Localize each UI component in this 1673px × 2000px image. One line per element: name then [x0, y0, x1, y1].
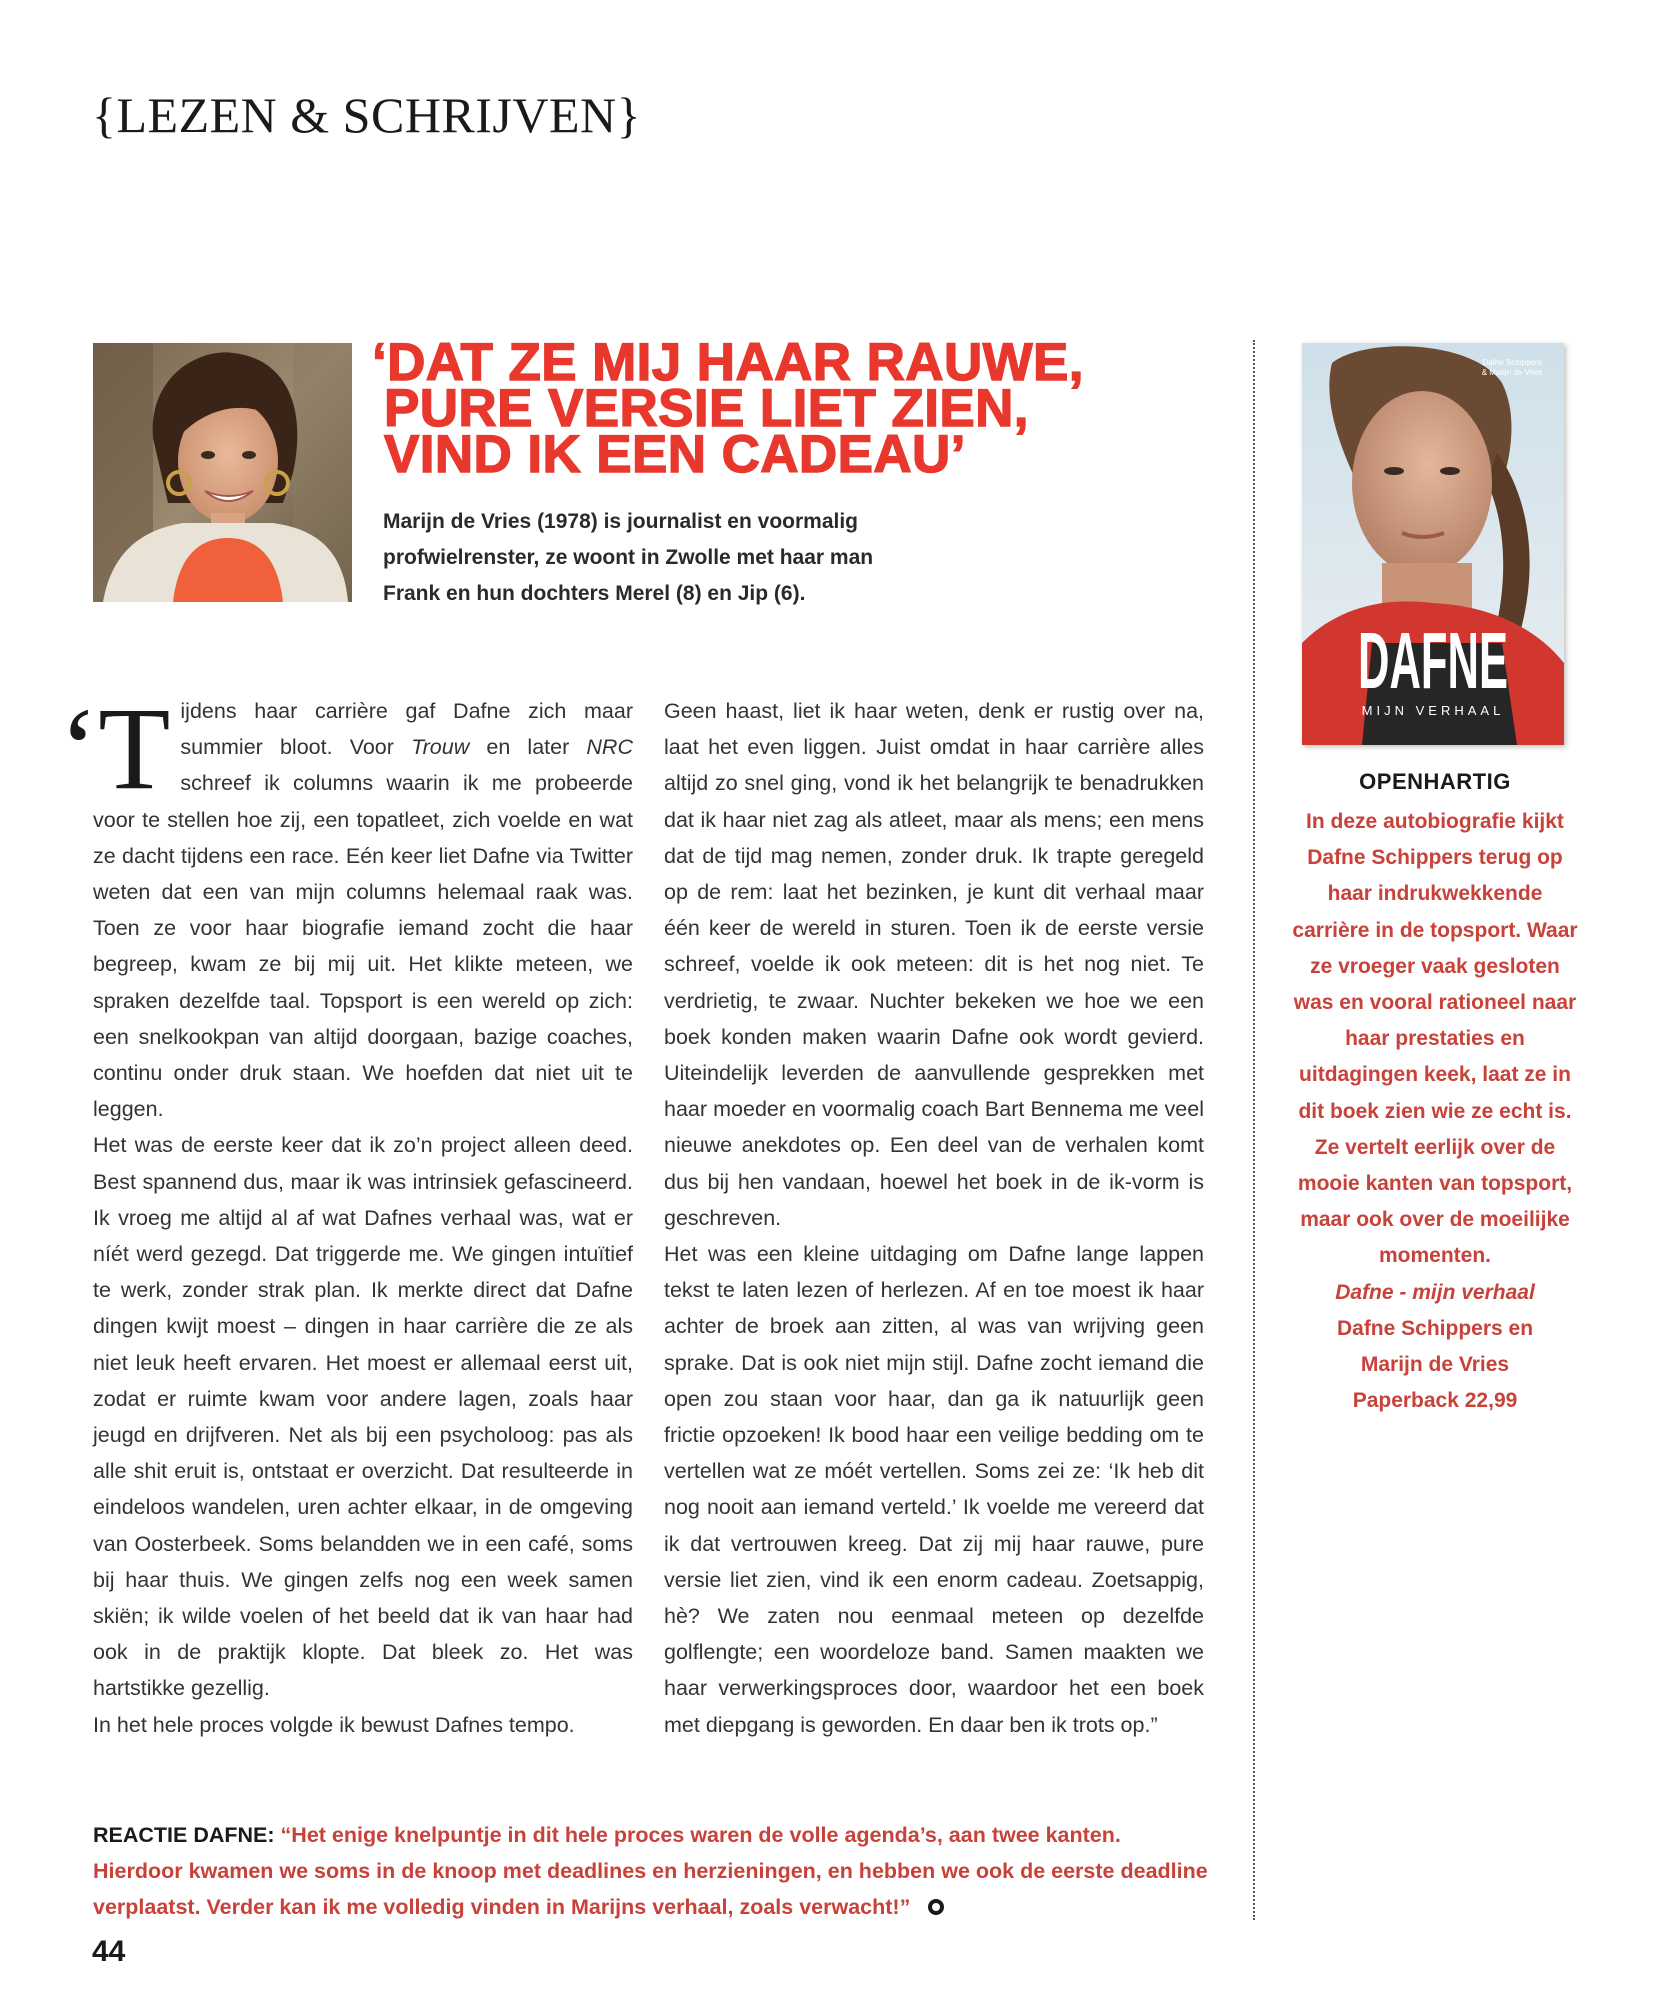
paragraph-1	[59, 683, 633, 1127]
cover-authors-line-1: Dafne Schippers	[1482, 358, 1542, 367]
sidebar-text: In deze autobiografie kijkt Dafne Schippers terug op haar indrukwekkende carrière in de topsport. Waar ze vroeger vaak gesloten was en vooral rationeel naar haar prestaties en uitdagingen keek, laat ze in dit boek zien wie ze echt is. Ze vertelt eerlijk over de mooie kanten van topsport, maar ook over de moeilijke momenten.	[1292, 810, 1578, 1268]
paragraph-2: Het was de eerste keer dat ik zo’n project alleen deed. Best spannend dus, maar ik was intrinsiek gefascineerd. Ik vroeg me altijd al af wat Dafnes verhaal was, wat er níét werd gezegd. Dat triggerde me. We gingen intuïtief te werk, zonder strak plan. Ik merkte direct dat Dafne dingen kwijt moest – dingen in haar carrière die ze als niet leuk heeft ervaren. Het moest er allemaal eerst uit, zodat er ruimte kwam voor andere lagen, zoals haar jeugd en drijfveren. Net als bij een psycholoog: pas als alle shit eruit is, ontstaat er overzicht. Dat resulteerde in eindeloos wandelen, uren achter elkaar, in de omgeving van Oosterbeek. Soms belandden we in een café, soms bij haar thuis. We gingen zelfs nog een week samen skiën; ik wilde voelen of het beeld dat ik van haar had ook in de praktijk klopte. Dat bleek zo. Het was hartstikke gezellig.	[93, 1133, 633, 1701]
end-mark-icon	[928, 1899, 944, 1915]
paragraph-4: Geen haast, liet ik haar weten, denk er rustig over na, laat het even liggen. Juist omdat in haar carrière alles altijd zo snel ging, vond ik het belangrijk te benadrukken dat ik haar niet zag als atleet, maar als mens; een mens dat de tijd mag nemen, zonder druk. Ik trapte geregeld op de rem: laat het bezinken, je kunt dit verhaal maar één keer de wereld in sturen. Toen ik de eerste versie schreef, voelde ik ook meteen: dit is het nog niet. Te verdrietig, te zwaar. Nuchter bekeken we hoe we een boek konden maken waarin Dafne ook wordt gevierd. Uiteindelijk leverden de aanvullende gesprekken met haar moeder en voormalig coach Bart Bennema me veel nieuwe anekdotes op. Een deel van de verhalen komt dus bij hen vandaan, hoewel het boek in de ik-vorm is geschreven.	[664, 699, 1204, 1230]
column-divider	[1253, 340, 1255, 1920]
sidebar-book-authors-2: Marijn de Vries	[1360, 1353, 1510, 1377]
dropcap	[59, 683, 171, 814]
opening-quote-mark: ‘	[59, 683, 99, 814]
headline-line-2: PURE VERSIE LIET ZIEN,	[384, 379, 1029, 438]
sidebar-book-authors-1: Dafne Schippers en	[1336, 1316, 1534, 1340]
publication-nrc: NRC	[586, 735, 633, 760]
author-bio: Marijn de Vries (1978) is journalist en voormalig profwielrenster, ze woont in Zwolle met haar man Frank en hun dochters Merel (8) en Jip (6).	[383, 510, 874, 605]
dropcap-letter: T	[98, 683, 171, 814]
sidebar-price: Paperback 22,99	[1352, 1389, 1518, 1413]
sidebar-book-info	[1290, 1275, 1580, 1420]
paragraph-3: In het hele proces volgde ik bewust Dafnes tempo.	[93, 1712, 575, 1737]
publication-trouw: Trouw	[411, 735, 470, 760]
reaction-text: “Het enige knelpuntje in dit hele proces waren de volle agenda’s, aan twee kanten. Hierdoor kwamen we soms in de knoop met deadlines en herzieningen, en hebben we ook de eerste deadline verplaatst. Verder kan ik me volledig vinden in Marijns verhaal, zoals verwacht!”	[93, 1823, 1208, 1919]
page-number: 44	[92, 1935, 126, 1968]
book-cover	[1302, 343, 1564, 745]
headline-line-3: VIND IK EEN CADEAU’	[384, 425, 966, 484]
paragraph-1-text-a: ijdens haar carrière gaf Dafne zich maar summier bloot. Voor	[180, 699, 633, 760]
sidebar-heading: OPENHARTIG	[1359, 769, 1511, 794]
paragraph-1-text-b: en later	[469, 735, 587, 760]
author-portrait	[93, 343, 352, 602]
headline-line-1: ‘DAT ZE MIJ HAAR RAUWE,	[372, 333, 1084, 392]
book-sidebar	[1290, 766, 1580, 1419]
paragraph-5: Het was een kleine uitdaging om Dafne lange lappen tekst te laten lezen of herlezen. Af en toe moest ik haar achter de broek aan zitten, al was van wrijving geen sprake. Dat is ook niet mijn stijl. Dafne zocht iemand die open zou staan voor haar, dan ga ik natuurlijk geen frictie opzoeken! Ik bood haar een veilige bedding om te vertellen wat ze móét vertellen. Soms zei ze: ‘Ik heb dit nog nooit aan iemand verteld.’ Ik voelde me vereerd dat ik dat vertrouwen kreeg. Dat zij mij haar rauwe, pure versie liet zien, vind ik een enorm cadeau. Zoetsappig, hè? We zaten nou eenmaal meteen op dezelfde golflengte; een woordeloze band. Samen maakten we haar verwerkingsproces door, waardoor het een boek met diepgang is geworden. En daar ben ik trots op.”	[664, 1242, 1204, 1737]
cover-authors-line-2: & Marijn de Vries	[1481, 368, 1543, 377]
article-column-left	[59, 683, 633, 1743]
cover-title: DAFNE	[1358, 616, 1508, 705]
headline	[372, 333, 1152, 484]
reaction-block	[93, 1817, 1213, 1925]
article-column-right	[664, 693, 1204, 1743]
reaction-label: REACTIE DAFNE:	[93, 1823, 275, 1847]
sidebar-book-title: Dafne - mijn verhaal	[1335, 1280, 1535, 1304]
cover-subtitle: MIJN VERHAAL	[1361, 703, 1505, 718]
section-title: {LEZEN & SCHRIJVEN}	[92, 87, 642, 143]
paragraph-1-text-c: schreef ik columns waarin ik me probeerde voor te stellen hoe zij, een topatleet, zich voelde en wat ze dacht tijdens een race. Eén keer liet Dafne via Twitter weten dat een van mijn columns helemaal raak was. Toen ze voor haar biografie iemand zocht die haar begreep, kwam ze bij mij uit. Het klikte meteen, we spraken dezelfde taal. Topsport is een wereld op zich: een snelkookpan van altijd doorgaan, bazige coaches, continu onder druk staan. We hoefden dat niet uit te leggen.	[93, 771, 633, 1122]
